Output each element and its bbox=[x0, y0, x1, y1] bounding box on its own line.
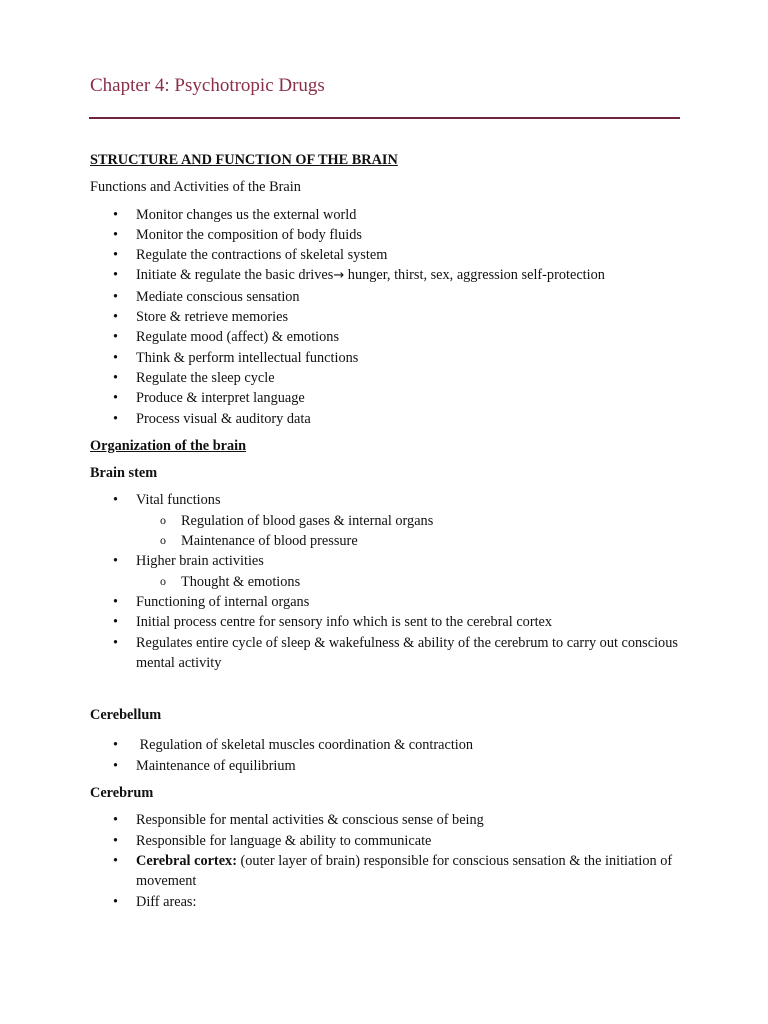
cerebellum-list bbox=[90, 735, 690, 776]
list-item: • Produce & interpret language bbox=[90, 388, 690, 408]
vital-functions-sublist bbox=[136, 511, 690, 552]
list-item: • Monitor the composition of body fluids bbox=[90, 225, 690, 245]
list-item-text: Vital functions bbox=[136, 492, 221, 509]
list-item-drives bbox=[90, 265, 690, 286]
cortex-label: Cerebral cortex: bbox=[136, 852, 237, 869]
list-item: • Maintenance of equilibrium bbox=[90, 756, 690, 776]
drives-text: Initiate & regulate the basic drives bbox=[136, 267, 334, 284]
document-body bbox=[90, 150, 690, 912]
list-item: • Initial process centre for sensory info which is sent to the cerebral cortex bbox=[90, 612, 690, 632]
drives-list-text: hunger, thirst, sex, aggression self-protection bbox=[344, 267, 605, 284]
subheading-functions: Functions and Activities of the Brain bbox=[90, 179, 301, 196]
list-item: • Regulation of skeletal muscles coordination & contraction bbox=[90, 735, 690, 755]
list-item: • Functioning of internal organs bbox=[90, 592, 690, 612]
brain-stem-list bbox=[90, 490, 690, 673]
chapter-title: Chapter 4: Psychotropic Drugs bbox=[90, 75, 325, 96]
list-item bbox=[90, 551, 690, 592]
list-item: • Responsible for language & ability to communicate bbox=[90, 831, 690, 851]
sublist-item: o Regulation of blood gases & internal organs bbox=[90, 511, 690, 531]
title-divider bbox=[89, 117, 680, 119]
higher-activities-sublist bbox=[136, 572, 690, 592]
list-item: • Process visual & auditory data bbox=[90, 409, 690, 429]
cerebrum-list bbox=[90, 810, 690, 911]
list-item bbox=[90, 490, 690, 551]
list-item-text: Higher brain activities bbox=[136, 553, 264, 570]
sublist-item: o Thought & emotions bbox=[90, 572, 690, 592]
cortex-text: (outer layer of brain) responsible for conscious sensation & the initiation of movement bbox=[136, 852, 673, 890]
heading-cerebellum: Cerebellum bbox=[90, 707, 162, 724]
section-heading-structure: STRUCTURE AND FUNCTION OF THE BRAIN bbox=[90, 152, 398, 168]
list-item-cortex bbox=[90, 851, 690, 892]
list-item: • Mediate conscious sensation bbox=[90, 287, 690, 307]
list-item: • Regulate the sleep cycle bbox=[90, 368, 690, 388]
functions-list bbox=[90, 205, 690, 429]
heading-brain-stem: Brain stem bbox=[90, 465, 158, 482]
sublist-item: o Maintenance of blood pressure bbox=[90, 531, 690, 551]
list-item: • Monitor changes us the external world bbox=[90, 205, 690, 225]
list-item: • Store & retrieve memories bbox=[90, 307, 690, 327]
list-item: • Diff areas: bbox=[90, 892, 690, 912]
list-item: • Responsible for mental activities & conscious sense of being bbox=[90, 810, 690, 830]
heading-cerebrum: Cerebrum bbox=[90, 785, 154, 802]
section-heading-organization: Organization of the brain bbox=[90, 437, 247, 454]
arrow-right-icon: → bbox=[333, 268, 345, 284]
list-item: • Think & perform intellectual functions bbox=[90, 348, 690, 368]
list-item: • Regulates entire cycle of sleep & wakefulness & ability of the cerebrum to carry out conscious mental activity bbox=[90, 633, 690, 674]
list-item: • Regulate the contractions of skeletal system bbox=[90, 245, 690, 265]
list-item: • Regulate mood (affect) & emotions bbox=[90, 327, 690, 347]
